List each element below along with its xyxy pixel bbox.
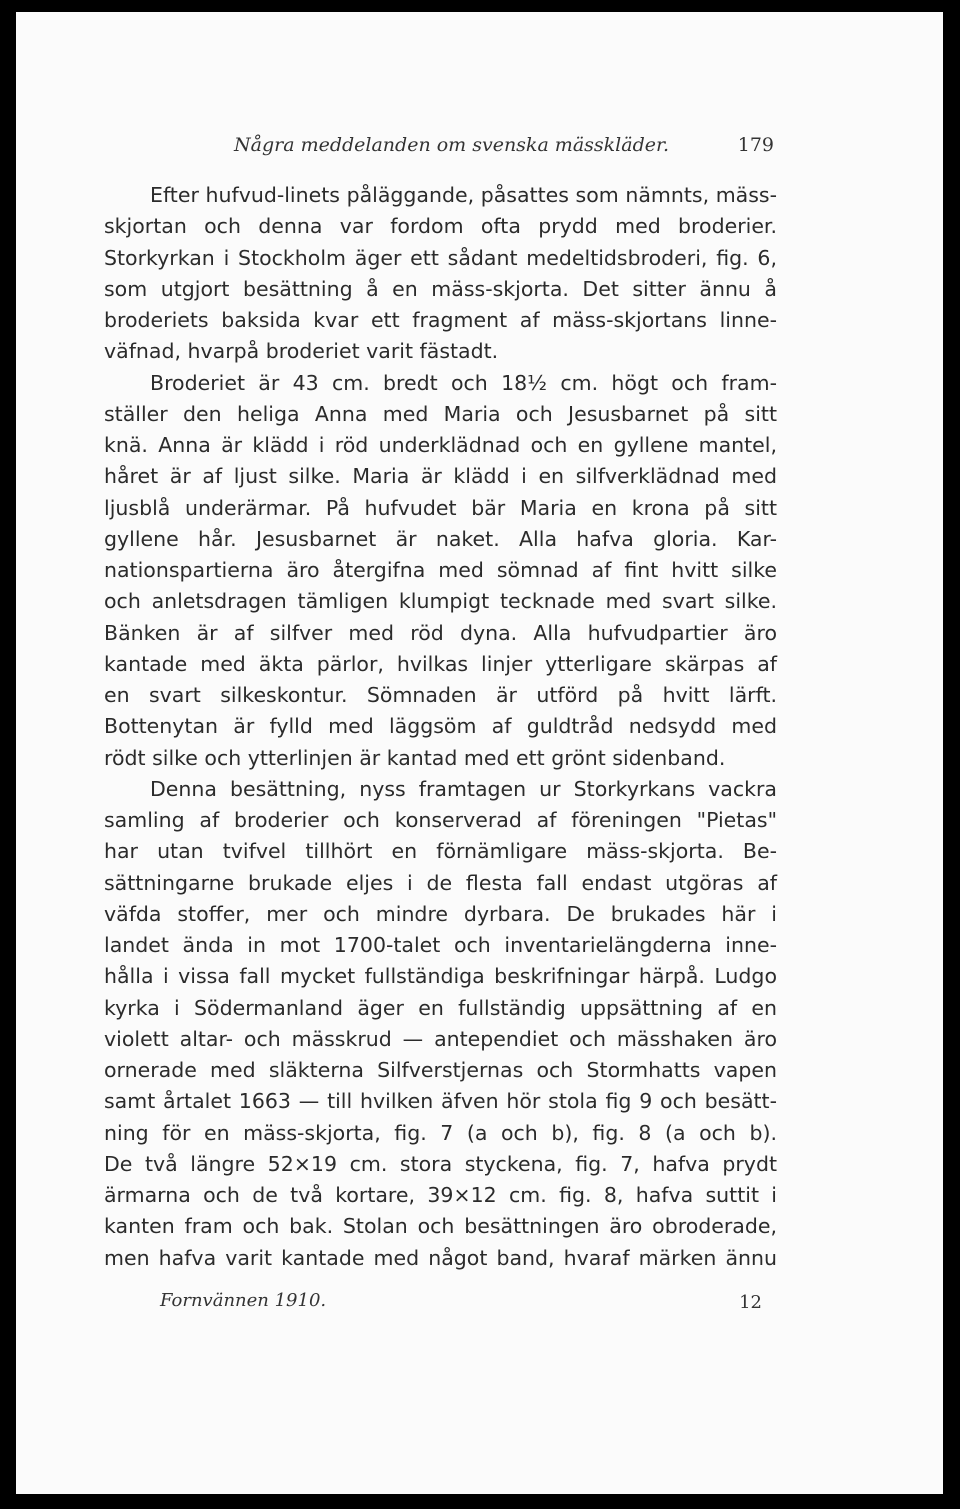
text-line: ornerade med släkterna Silfverstjernas och Stormhatts vapen (104, 1058, 777, 1082)
text-line: och anletsdragen tämligen klumpigt tecknade med svart silke. (104, 589, 777, 614)
text-line: Broderiet är 43 cm. bredt och 18½ cm. högt och fram- (150, 370, 777, 395)
page-footer (104, 1290, 774, 1320)
page-header (104, 124, 774, 164)
text-line: nationspartierna äro återgifna med sömnad af fint hvitt silke (104, 558, 777, 582)
body-text (104, 180, 777, 1274)
text-line: samling af broderier och konserverad af föreningen "Pietas" (104, 808, 777, 832)
text-line: väfda stoffer, mer och mindre dyrbara. De brukades här i (104, 901, 777, 926)
text-line: ärmarna och de två kortare, 39×12 cm. fig. 8, hafva suttit i (104, 1183, 777, 1207)
text-line: ning för en mäss-skjorta, fig. 7 (a och b), fig. 8 (a och b). (104, 1120, 777, 1145)
text-line: gyllene hår. Jesusbarnet är naket. Alla hafva gloria. Kar- (104, 526, 777, 551)
text-line: en svart silkeskontur. Sömnaden är utförd på hvitt lärft. (104, 683, 777, 707)
text-line: skjortan och denna var fordom ofta prydd med broderier. (104, 214, 777, 239)
text-line: Storkyrkan i Stockholm äger ett sådant medeltidsbroderi, fig. 6, (104, 245, 777, 270)
text-line: hålla i vissa fall mycket fullständiga beskrifningar härpå. Ludgo (104, 964, 777, 989)
text-line: väfnad, hvarpå broderiet varit fästadt. (104, 339, 499, 364)
text-line: kyrka i Södermanland äger en fullständig uppsättning af en (104, 995, 777, 1020)
text-line: knä. Anna är klädd i röd underklädnad och en gyllene mantel, (104, 433, 777, 457)
text-line: ljusblå underärmar. På hufvudet bär Maria en krona på sitt (104, 495, 777, 520)
text-line: Bänken är af silfver med röd dyna. Alla hufvudpartier äro (104, 620, 777, 645)
text-line: rödt silke och ytterlinjen är kantad med ett grönt sidenband. (104, 745, 726, 770)
text-line: men hafva varit kantade med något band, hvaraf märken ännu (104, 1245, 777, 1270)
document-page (16, 12, 943, 1494)
text-line: samt årtalet 1663 — till hvilken äfven hör stola fig 9 och besätt- (104, 1089, 777, 1114)
text-line: sättningarne brukade eljes i de flesta fall endast utgöras af (104, 870, 777, 895)
text-line: Denna besättning, nyss framtagen ur Storkyrkans vackra (150, 776, 777, 801)
text-line: De två längre 52×19 cm. stora styckena, fig. 7, hafva prydt (104, 1151, 777, 1176)
text-line: Bottenytan är fylld med läggsöm af guldtråd nedsydd med (104, 714, 777, 739)
text-line: håret är af ljust silke. Maria är klädd i en silfverklädnad med (104, 464, 777, 489)
text-line: violett altar- och mässkrud — antependiet och mässhaken äro (104, 1026, 777, 1051)
text-line: landet ända in mot 1700-talet och inventarielängderna inne- (104, 933, 777, 957)
page-number: 179 (737, 134, 774, 156)
text-line: broderiets baksida kvar ett fragment af mäss-skjortans linne- (104, 308, 777, 332)
text-line: kanten fram och bak. Stolan och besättningen äro obroderade, (104, 1214, 777, 1239)
text-line: som utgjort besättning å en mäss-skjorta. Det sitter ännu å (104, 276, 777, 301)
text-line: Efter hufvud-linets påläggande, påsattes som nämnts, mäss- (150, 183, 777, 207)
text-line: kantade med äkta pärlor, hvilkas linjer ytterligare skärpas af (104, 651, 777, 676)
text-line: har utan tvifvel tillhört en förnämligare mäss-skjorta. Be- (104, 839, 777, 864)
text-line: ställer den heliga Anna med Maria och Jesusbarnet på sitt (104, 401, 777, 426)
running-title: Några meddelanden om svenska mässkläder. (234, 134, 670, 156)
signature-mark: 12 (739, 1292, 762, 1313)
journal-title: Fornvännen 1910. (160, 1290, 327, 1311)
